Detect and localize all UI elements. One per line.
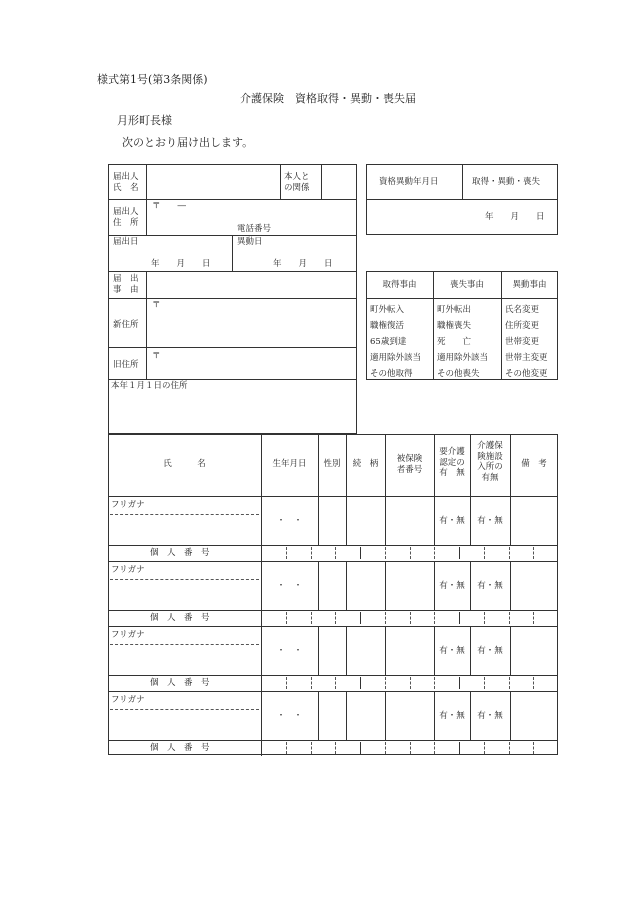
loss-reasons [437, 302, 488, 382]
birth-date-field[interactable]: ・ ・ [276, 711, 303, 721]
reason-item[interactable]: 住所変更 [505, 321, 540, 331]
table-column-line [510, 626, 511, 675]
col-header-remarks: 備 考 [521, 459, 547, 469]
personal-number-digit-divider [434, 547, 435, 559]
personal-number-digit-divider [459, 742, 460, 754]
status-type-header: 取得・異動・喪失 [472, 177, 541, 187]
reason-item[interactable]: 適用除外該当 [370, 353, 422, 363]
care-cert-option[interactable]: 有・無 [439, 516, 465, 526]
reason-item[interactable]: 世帯主変更 [505, 353, 548, 363]
personal-number-digit-divider [509, 612, 510, 624]
notify-date-label: 届出日 [113, 237, 139, 247]
personal-number-digit-divider [484, 612, 485, 624]
personal-number-digit-divider [385, 677, 386, 689]
personal-number-digit-divider [311, 612, 312, 624]
relation-label: 本人と の関係 [284, 172, 310, 193]
furigana-label: フリガナ [111, 630, 145, 640]
reason-field[interactable] [148, 273, 353, 296]
table-column-line [261, 434, 262, 545]
birth-date-field[interactable]: ・ ・ [276, 581, 303, 591]
member-name-field[interactable] [111, 646, 258, 673]
relation-field[interactable] [323, 166, 355, 197]
personal-number-digit-divider [410, 612, 411, 624]
reason-item[interactable]: 世帯変更 [505, 337, 540, 347]
table-column-line [318, 434, 319, 545]
personal-number-digit-divider [509, 742, 510, 754]
personal-number-label: 個 人 番 号 [150, 613, 210, 623]
col-header-care-cert: 要介護 認定の 有 無 [439, 447, 465, 479]
reason-item[interactable]: その他変更 [505, 369, 548, 379]
personal-number-digit-divider [385, 547, 386, 559]
table-column-line [510, 561, 511, 610]
personal-number-digit-divider [410, 742, 411, 754]
personal-number-digit-divider [459, 677, 460, 689]
personal-number-digit-divider [533, 612, 534, 624]
form-number: 様式第1号(第3条関係) [97, 73, 208, 86]
col-header-relation: 続 柄 [352, 459, 379, 469]
table-column-line [346, 626, 347, 675]
personal-number-digit-divider [311, 547, 312, 559]
personal-number-digit-divider [286, 612, 287, 624]
reason-item[interactable]: その他喪失 [437, 369, 480, 379]
furigana-label: フリガナ [111, 500, 145, 510]
personal-number-digit-divider [335, 677, 336, 689]
furigana-label: フリガナ [111, 695, 145, 705]
col-header-birth: 生年月日 [272, 459, 307, 469]
personal-number-digit-divider [360, 612, 361, 624]
facility-option[interactable]: 有・無 [477, 581, 503, 591]
personal-number-digit-divider [459, 547, 460, 559]
reason-item[interactable]: 65歳到達 [370, 337, 407, 347]
phone-label: 電話番号 [237, 224, 272, 234]
facility-option[interactable]: 有・無 [477, 711, 503, 721]
personal-number-digit-divider [286, 742, 287, 754]
col-header-sex: 性別 [323, 459, 341, 469]
personal-number-digit-divider [533, 677, 534, 689]
postal-mark: 〒 ― [152, 201, 187, 211]
personal-number-digit-divider [286, 547, 287, 559]
table-column-line [385, 561, 386, 610]
table-column-line [385, 434, 386, 545]
personal-number-digit-divider [410, 677, 411, 689]
personal-number-digit-divider [335, 612, 336, 624]
acquisition-header: 取得事由 [382, 280, 417, 290]
personal-number-field[interactable] [261, 740, 262, 756]
new-address-postal: 〒 [152, 300, 161, 310]
jan1-address-label: 本年１月１日の住所 [111, 381, 188, 391]
new-address-label: 新住所 [113, 320, 139, 330]
personal-number-digit-divider [533, 742, 534, 754]
personal-number-label: 個 人 番 号 [150, 743, 210, 753]
table-column-line [318, 691, 319, 740]
personal-number-digit-divider [335, 547, 336, 559]
notify-date-units[interactable]: 年 月 日 [151, 259, 211, 269]
applicant-address-field[interactable] [148, 210, 353, 222]
personal-number-digit-divider [410, 547, 411, 559]
member-name-field[interactable] [111, 516, 258, 543]
applicant-name-field[interactable] [148, 166, 278, 197]
personal-number-digit-divider [360, 742, 361, 754]
reason-item[interactable]: 適用除外該当 [437, 353, 489, 363]
personal-number-digit-divider [533, 547, 534, 559]
table-column-line [470, 434, 471, 545]
facility-option[interactable]: 有・無 [477, 516, 503, 526]
reason-label: 届 出 事 由 [113, 274, 139, 295]
personal-number-digit-divider [385, 612, 386, 624]
personal-number-digit-divider [434, 677, 435, 689]
facility-option[interactable]: 有・無 [477, 646, 503, 656]
table-column-line [318, 561, 319, 610]
personal-number-field[interactable] [261, 675, 262, 691]
table-column-line [346, 691, 347, 740]
personal-number-digit-divider [335, 742, 336, 754]
change-date-label: 異動日 [237, 237, 263, 247]
form-title: 介護保険 資格取得・異動・喪失届 [240, 92, 416, 105]
personal-number-digit-divider [509, 547, 510, 559]
reason-item[interactable]: 町外転入 [370, 305, 405, 315]
birth-date-field[interactable]: ・ ・ [276, 516, 303, 526]
old-address-label: 旧住所 [113, 360, 139, 370]
table-column-line [510, 434, 511, 545]
change-date-units[interactable]: 年 月 日 [273, 259, 333, 269]
personal-number-label: 個 人 番 号 [150, 548, 210, 558]
care-cert-option[interactable]: 有・無 [439, 581, 465, 591]
change-reasons [505, 302, 548, 382]
personal-number-field[interactable] [261, 610, 262, 626]
table-column-line [346, 561, 347, 610]
acquisition-reasons [370, 302, 421, 382]
personal-number-digit-divider [286, 677, 287, 689]
new-address-field[interactable] [148, 312, 353, 344]
old-address-postal: 〒 [152, 351, 161, 361]
personal-number-digit-divider [509, 677, 510, 689]
furigana-label: フリガナ [111, 565, 145, 575]
applicant-name-label: 届出人 氏 名 [113, 172, 139, 193]
jan1-address-field[interactable] [111, 395, 353, 431]
table-column-line [385, 626, 386, 675]
reason-item[interactable]: 職権喪失 [437, 321, 472, 331]
table-column-line [318, 626, 319, 675]
reason-item[interactable]: 町外転出 [437, 305, 472, 315]
personal-number-digit-divider [311, 677, 312, 689]
member-name-field[interactable] [111, 581, 258, 608]
personal-number-digit-divider [484, 742, 485, 754]
personal-number-digit-divider [484, 677, 485, 689]
member-name-field[interactable] [111, 711, 258, 738]
personal-number-digit-divider [484, 547, 485, 559]
personal-number-digit-divider [434, 742, 435, 754]
reason-item[interactable]: 職権復活 [370, 321, 405, 331]
care-cert-option[interactable]: 有・無 [439, 711, 465, 721]
personal-number-digit-divider [459, 612, 460, 624]
applicant-address-label: 届出人 住 所 [113, 207, 139, 228]
birth-date-field[interactable]: ・ ・ [276, 646, 303, 656]
status-date-header: 資格異動年月日 [379, 177, 439, 187]
reason-item[interactable]: その他取得 [370, 369, 413, 379]
addressee: 月形町長様 [117, 114, 172, 127]
table-column-line [346, 434, 347, 545]
status-date-units[interactable]: 年 月 日 [485, 212, 545, 222]
personal-number-label: 個 人 番 号 [150, 678, 210, 688]
intro-text: 次のとおり届け出します。 [122, 136, 254, 149]
personal-number-field[interactable] [261, 545, 262, 561]
col-header-facility: 介護保 険施設 入所の 有無 [477, 441, 503, 483]
personal-number-digit-divider [360, 547, 361, 559]
reason-item[interactable]: 死 亡 [437, 337, 472, 347]
change-header: 異動事由 [512, 280, 547, 290]
personal-number-digit-divider [385, 742, 386, 754]
personal-number-digit-divider [360, 677, 361, 689]
col-header-insured-no: 被保険 者番号 [396, 454, 423, 475]
personal-number-digit-divider [434, 612, 435, 624]
reason-item[interactable]: 氏名変更 [505, 305, 540, 315]
table-column-line [510, 691, 511, 740]
table-column-line [385, 691, 386, 740]
care-cert-option[interactable]: 有・無 [439, 646, 465, 656]
personal-number-digit-divider [311, 742, 312, 754]
table-column-line [434, 434, 435, 545]
old-address-field[interactable] [148, 362, 353, 376]
col-header-name: 氏 名 [163, 459, 206, 469]
loss-header: 喪失事由 [449, 280, 484, 290]
